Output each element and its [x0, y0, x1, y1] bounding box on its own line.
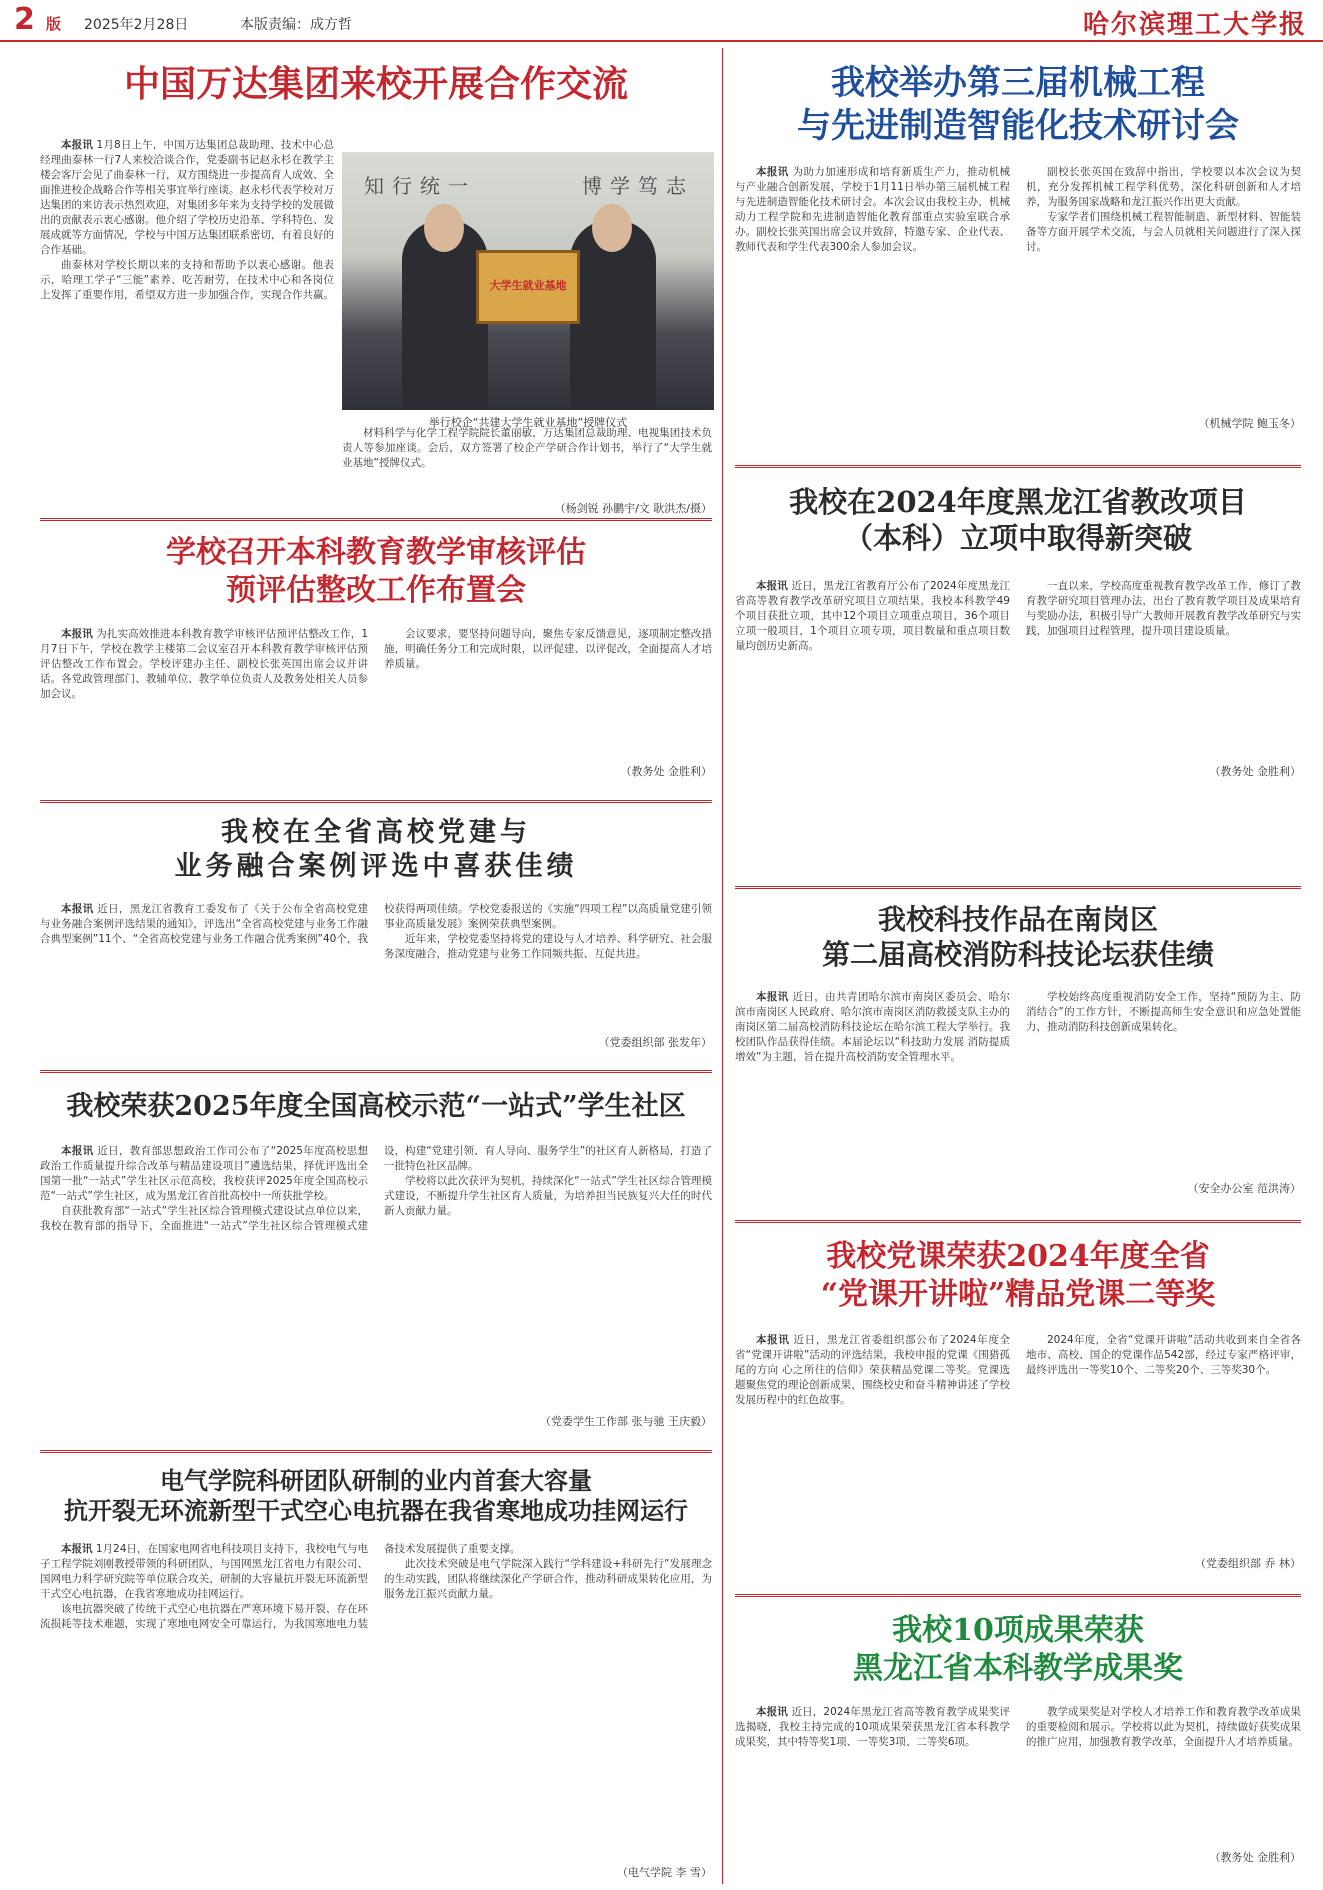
article-paragraph: 为助力加速形成和培育新质生产力，推动机械与产业融合创新发展，学校于1月11日举办第三届机械工程与先进制造智能化技术研讨会。本次会议由我校主办，机械动力工程学院和先进制造智能化教育部重点实验室联合承办。副校长张英国出席会议并致辞，特邀专家、企业代表、教师代表和学生代表300余人参加会议。: [735, 166, 1011, 253]
issue-date: 2025年2月28日: [84, 17, 189, 33]
award-plaque: 大学生就业基地: [476, 250, 580, 324]
article-byline: （党委学生工作部 张与驰 王庆毅）: [540, 1414, 712, 1428]
article-audit: [40, 530, 712, 795]
article-paragraph: 专家学者们围绕机械工程智能制造、新型材料、智能装备等方面开展学术交流，与会人员就相关问题进行了深入探讨。: [1026, 211, 1301, 253]
article-paragraph: 近日，由共青团哈尔滨市南岗区委员会、哈尔滨市南岗区人民政府、哈尔滨市南岗区消防救援支队主办的南岗区第二届高校消防科技论坛在哈尔滨工程大学举行。我校团队作品获得佳绩。本届论坛以“科技助力发展 消防提质增效”为主题，旨在提升高校消防安全管理水平。: [735, 991, 1011, 1063]
article-title-line2: 业务融合案例评选中喜获佳绩: [174, 850, 578, 882]
newspaper-masthead: 哈尔滨理工大学报: [1082, 10, 1307, 40]
article-byline: （机械学院 鲍玉冬）: [1198, 417, 1301, 430]
article-body: [735, 165, 1301, 411]
article-fire-forum: [735, 898, 1301, 1213]
article-lead: 本报讯: [756, 1706, 788, 1718]
article-paragraph: 该电抗器突破了传统干式空心电抗器在严寒环境下易开裂、存在环流损耗等技术难题，实现了寒地电网安全可靠运行，为我国寒地电力装备技术发展提供了重要支撑。: [40, 1543, 521, 1630]
article-paragraph: 此次技术突破是电气学院深入践行“学科建设+科研先行”发展理念的生动实践，团队将继续深化产学研合作，推动科研成果转化应用，为服务龙江振兴贡献力量。: [384, 1558, 712, 1600]
article-title-line2: 黑龙江省本科教学成果奖: [853, 1650, 1183, 1686]
article-reactor: [40, 1462, 712, 1884]
article-title-line2: （本科）立项中取得新突破: [843, 521, 1192, 556]
section-divider: [40, 518, 712, 521]
article-paragraph: 教学成果奖是对学校人才培养工作和教育教学改革成果的重要检阅和展示。学校将以此为契机，持续做好获奖成果的推广应用，加强教育教学改革，全面提升人才培养质量。: [1026, 1706, 1301, 1748]
wall-calligraphy-left: 知行统一: [364, 174, 476, 198]
section-divider: [735, 886, 1301, 889]
article-lead: 本报讯: [61, 902, 94, 915]
article-title-line1: 学校召开本科教育教学审核评估: [166, 535, 586, 570]
article-body: [40, 138, 334, 438]
article-lead: 本报讯: [756, 1334, 790, 1346]
section-divider: [735, 465, 1301, 468]
article-paragraph: 近日，教育部思想政治工作司公布了“2025年度高校思想政治工作质量提升综合改革与精品建设项目”遴选结果，择优评选出全国第一批“一站式”学生社区示范高校，我校获评2025年度全国高校示范“一站式”学生社区，成为黑龙江省首批高校中一所获批学校。: [40, 1144, 368, 1202]
person-left-face: [424, 204, 464, 252]
article-title-line2: 抗开裂无环流新型干式空心电抗器在我省寒地成功挂网运行: [64, 1496, 688, 1525]
article-paragraph: 1月8日上午，中国万达集团总裁助理、技术中心总经理曲泰林一行7人来校洽谈合作，党委副书记赵永杉在教学主楼会客厅会见了曲泰林一行，双方围绕进一步提高育人成效、全面推进校企战略合作等相关事宜举行座谈。赵永杉代表学校对万达集团的来访表示热烈欢迎，对集团多年来为支持学校的发展做出的贡献表示衷心感谢。他介绍了学校历史沿革、学科特色、发展成就等方面情况，学校与中国万达集团联系密切，有着良好的合作基础。: [40, 139, 334, 256]
article-teaching-reform: [735, 478, 1301, 880]
article-community: [40, 1082, 712, 1442]
article-byline: （教务处 金胜利）: [1209, 764, 1301, 778]
article-lead: 本报讯: [61, 628, 93, 640]
article-title-line1: 我校在全省高校党建与: [221, 817, 531, 848]
article-title-line2: 第二届高校消防科技论坛获佳绩: [821, 938, 1214, 971]
section-divider: [40, 800, 712, 803]
article-title-line1: 电气学院科研团队研制的业内首套大容量: [160, 1466, 592, 1495]
article-title-line1: 我校举办第三届机械工程: [831, 63, 1205, 103]
article-byline: （教务处 金胜利）: [620, 765, 712, 778]
article-paragraph: 为扎实高效推进本科教育教学审核评估预评估整改工作，1月7日下午，学校在教学主楼第二会议室召开本科教育教学审核评估预评估整改工作布置会。学校评建办主任、副校长张英国出席会议并讲话。各党政管理部门、教辅单位、教学单位负责人及教务处相关人员参加会议。: [40, 628, 369, 700]
article-paragraph: 会议要求，要坚持问题导向，聚焦专家反馈意见，逐项制定整改措施，明确任务分工和完成时限，以评促建、以评促改，全面提高人才培养质量。: [384, 628, 712, 670]
wall-calligraphy-right: 博学笃志: [582, 174, 694, 198]
person-right-face: [592, 204, 632, 252]
page-editor: 本版责编：成方哲: [240, 17, 352, 33]
article-title-line2: 与先进制造智能化技术研讨会: [797, 105, 1239, 146]
article-paragraph: 2024年度，全省“党课开讲啦”活动共收到来自全省各地市、高校、国企的党课作品542部，经过专家严格评审，最终评选出一等奖10个、二等奖20个、三等奖30个。: [1026, 1334, 1301, 1376]
article-body: [40, 902, 712, 1030]
article-paragraph: 学校始终高度重视消防安全工作，坚持“预防为主、防消结合”的工作方针，不断提高师生安全意识和应急处置能力，推动消防科技创新成果转化。: [1026, 991, 1301, 1033]
article-body: [40, 627, 712, 759]
article-byline: （教务处 金胜利）: [1209, 1851, 1301, 1864]
article-title-line1: 我校党课荣获2024年度全省: [826, 1239, 1210, 1274]
article-byline: （党委组织部 张发年）: [598, 1035, 712, 1049]
page-header: [0, 0, 1323, 42]
article-mechanical: [735, 52, 1301, 457]
article-body: [735, 990, 1301, 1176]
section-divider: [40, 1450, 712, 1453]
section-divider: [735, 1594, 1301, 1597]
article-paragraph: 副校长张英国在致辞中指出，学校要以本次会议为契机，充分发挥机械工程学科优势，深化科研创新和人才培养，为服务国家战略和龙江振兴作出更大贡献。: [1026, 166, 1301, 208]
article-title-line1: 我校10项成果荣获: [892, 1613, 1144, 1648]
article-paragraph: 自获批教育部“一站式”学生社区综合管理模式建设试点单位以来，我校在教育部的指导下，全面推进“一站式”学生社区综合管理模式建设，构建“党建引领、育人导向、服务学生”的社区育人新格局，打造了一批特色社区品牌。: [40, 1144, 712, 1232]
article-paragraph: 近日，2024年黑龙江省高等教育教学成果奖评选揭晓，我校主持完成的10项成果荣获黑龙江省本科教学成果奖，其中特等奖1项、一等奖3项、二等奖6项。: [735, 1706, 1010, 1748]
article-lead: 本报讯: [756, 166, 789, 178]
article-body: [735, 1705, 1301, 1845]
article-lead: 本报讯: [61, 1543, 93, 1555]
article-paragraph: 材料科学与化学工程学院院长董丽敏，万达集团总裁助理、电视集团技术负责人等参加座谈。会后，双方签署了校企产学研合作计划书，举行了“大学生就业基地”授牌仪式。: [342, 427, 712, 469]
article-paragraph: 近日，黑龙江省教育厅公布了2024年度黑龙江省高等教育教学改革研究项目立项结果，我校本科教学49个项目获批立项，其中12个项目立项重点项目，36个项目立项一般项目，1个项目立项专项，项目数量和重点项目数量均创历史新高。: [735, 579, 1010, 652]
article-title-line1: 我校在2024年度黑龙江省教改项目: [789, 485, 1247, 519]
article-achievements: [735, 1606, 1301, 1884]
article-byline: （电气学院 李 雪）: [617, 1866, 712, 1879]
article-party-class: [735, 1232, 1301, 1587]
article-lead: 本报讯: [756, 579, 788, 592]
article-byline: （杨剑锐 孙鹏宇/文 耿洪杰/摄）: [554, 502, 712, 515]
article-byline: （党委组织部 乔 林）: [1195, 1557, 1301, 1570]
event-photo: [342, 152, 714, 410]
article-title-line2: “党课开讲啦”精品党课二等奖: [820, 1276, 1216, 1312]
article-title: 我校荣获2025年度全国高校示范“一站式”学生社区: [66, 1091, 686, 1122]
section-divider: [40, 1070, 712, 1073]
article-paragraph: 近年来，学校党委坚持将党的建设与人才培养、科学研究、社会服务深度融合，推动党建与业务工作同频共振、互促共进。: [384, 932, 712, 960]
article-title: 中国万达集团来校开展合作交流: [123, 63, 628, 105]
article-byline: （安全办公室 范洪涛）: [1187, 1182, 1301, 1195]
article-paragraph: 一直以来，学校高度重视教育教学改革工作，修订了教育教学研究项目管理办法，出台了教育教学项目及成果培育与奖励办法，积极引导广大教师开展教育教学改革研究与实践，加强项目过程管理，提升项目建设质量。: [1026, 579, 1301, 637]
section-divider: [735, 1220, 1301, 1223]
article-title-line1: 我校科技作品在南岗区: [877, 903, 1158, 936]
article-lead: 本报讯: [756, 991, 789, 1003]
article-lead: 本报讯: [61, 139, 93, 151]
article-title-line2: 预评估整改工作布置会: [226, 572, 526, 608]
article-paragraph: 1月24日，在国家电网省电科技项目支持下，我校电气与电子工程学院刘刚教授带领的科研团队，与国网黑龙江省电力有限公司、国网电力科学研究院等单位联合攻关，研制的大容量抗开裂无环流新型干式空心电抗器，在我省寒地成功挂网运行。: [40, 1543, 368, 1600]
article-body: [40, 1144, 712, 1409]
edition-number: 2: [14, 2, 35, 37]
article-paragraph: 学校将以此次获评为契机，持续深化“一站式”学生社区综合管理模式建设，不断提升学生社区育人质量，为培养担当民族复兴大任的时代新人贡献力量。: [384, 1174, 712, 1217]
article-party-case: [40, 812, 712, 1062]
article-paragraph: 近日，黑龙江省委组织部公布了2024年度全省“党课开讲啦”活动的评选结果，我校申报的党课《围猎孤尾的方向 心之所往的信仰》荣获精品党课二等奖。党课选题聚焦党的理论创新成果，围绕校史和奋斗精神讲述了学校发展历程中的红色故事。: [735, 1334, 1011, 1406]
article-paragraph: 曲泰林对学校长期以来的支持和帮助予以衷心感谢。他表示，哈理工学子“三能”素养、吃苦耐劳，在技术中心和各岗位上发挥了重要作用，希望双方进一步加强合作，实现合作共赢。: [40, 259, 334, 301]
article-paragraph: 近日，黑龙江省教育工委发布了《关于公布全省高校党建与业务融合案例评选结果的通知》，评选出“全省高校党建与业务工作融合典型案例”11个、“全省高校党建与业务工作融合优秀案例”40个，我校获得两项佳绩。学校党委报送的《实施“四项工程”以高质量党建引领事业高质量发展》案例荣获典型案例。: [40, 902, 712, 945]
article-body: [735, 579, 1301, 759]
column-divider: [722, 48, 723, 1884]
article-lead: 本报讯: [61, 1144, 94, 1157]
photo-caption: 举行校企“共建大学生就业基地”授牌仪式: [428, 416, 628, 429]
edition-label: 版: [46, 15, 62, 33]
article-body: [735, 1333, 1301, 1551]
article-body-continued: [342, 426, 712, 474]
article-body: [40, 1542, 712, 1860]
